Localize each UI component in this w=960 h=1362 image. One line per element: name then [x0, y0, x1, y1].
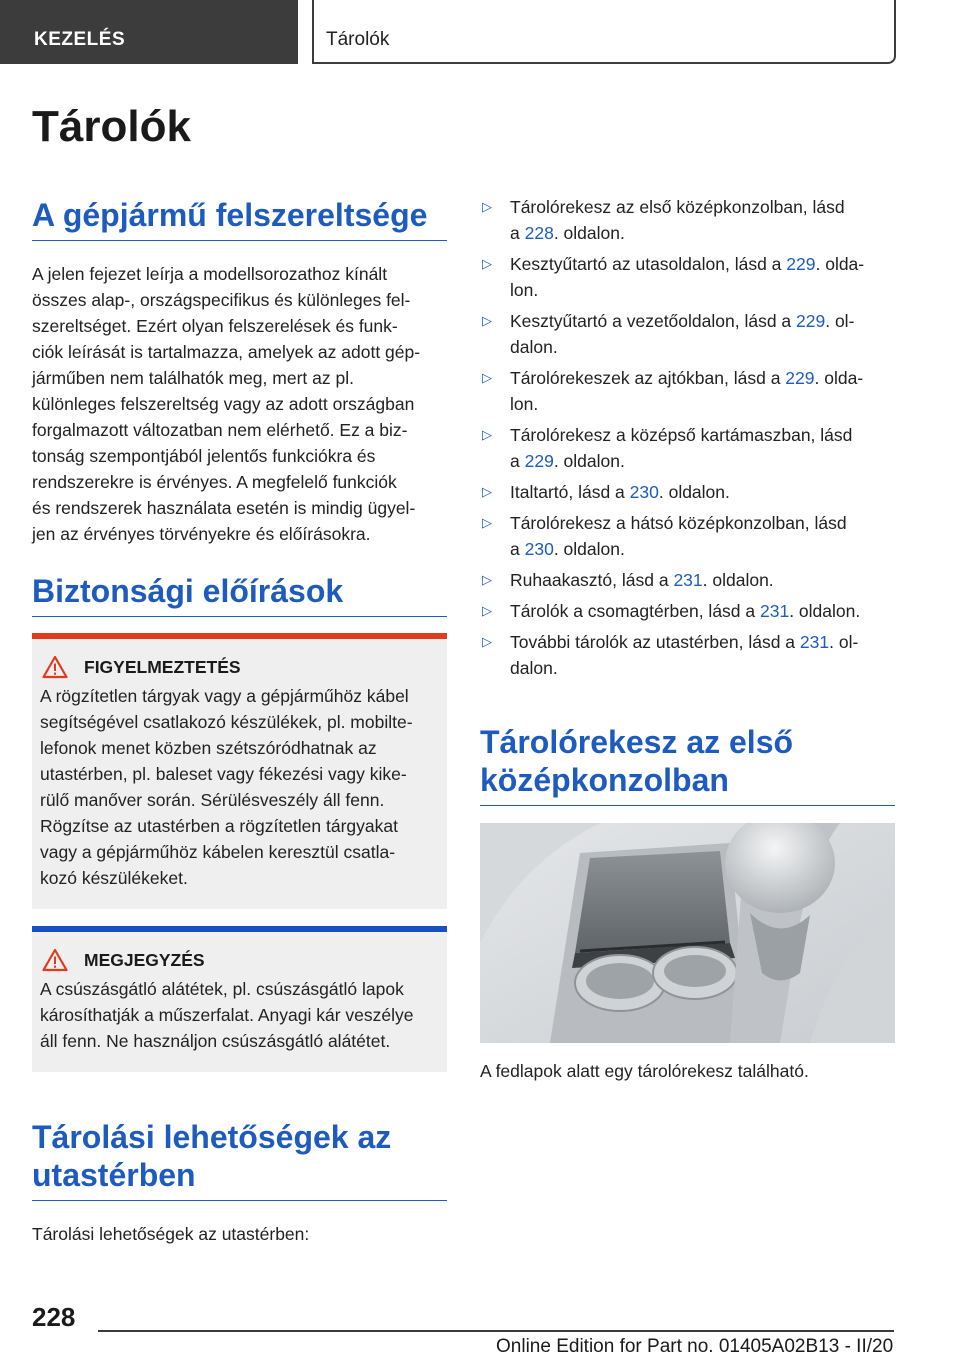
warning-triangle-icon — [42, 655, 68, 679]
item-text: Tárolók a csomagtérben, lásd a — [510, 601, 760, 621]
item-text: lon. — [510, 280, 539, 300]
item-text: lon. — [510, 394, 539, 414]
item-text: . oldalon. — [658, 482, 730, 502]
list-item — [480, 479, 895, 505]
console-illustration — [480, 823, 895, 1043]
text-line: rendszerekre is érvényes. A megfelelő funkciók — [32, 472, 397, 492]
item-text: További tárolók az utastérben, lásd a — [510, 632, 800, 652]
list-item — [480, 510, 895, 562]
triangle-bullet-icon: ▷ — [482, 427, 492, 442]
safety-section — [32, 572, 447, 617]
footer-divider — [98, 1330, 894, 1332]
text-line: lefonok menet közben szétszóródhatnak az — [40, 738, 377, 758]
text-line: kozó készülékeket. — [40, 868, 188, 888]
photo-caption: A fedlapok alatt egy tárolórekesz található. — [480, 1061, 809, 1081]
page-link[interactable]: 231 — [673, 570, 703, 590]
list-item — [480, 308, 895, 360]
item-text: . olda- — [814, 368, 864, 388]
triangle-bullet-icon: ▷ — [482, 634, 492, 649]
item-text: . ol- — [829, 632, 859, 652]
storage-options-intro: Tárolási lehetőségek az utastérben: — [32, 1224, 310, 1244]
item-text: . olda- — [815, 254, 865, 274]
triangle-bullet-icon: ▷ — [482, 603, 492, 618]
triangle-bullet-icon: ▷ — [482, 313, 492, 328]
triangle-bullet-icon: ▷ — [482, 256, 492, 271]
text-line: A csúszásgátló alátétek, pl. csúszásgátló lapok — [40, 979, 404, 999]
heading-line: Tárolórekesz az első — [480, 724, 794, 760]
item-text: Kesztyűtartó az utasoldalon, lásd a — [510, 254, 787, 274]
text-line: Rögzítse az utastérben a rögzítetlen tárgyakat — [40, 816, 398, 836]
header-chapter-tab — [312, 0, 896, 64]
list-item — [480, 629, 895, 681]
page-link[interactable]: 231 — [799, 632, 830, 652]
list-item — [480, 422, 895, 474]
note-title: MEGJEGYZÉS — [84, 949, 205, 970]
console-storage-photo — [480, 823, 895, 1043]
text-line: és rendszerek használata esetén is mindig ügyel- — [32, 498, 416, 518]
heading-line: középkonzolban — [480, 762, 729, 798]
edition-info: Online Edition for Part no. 01405A02B13 - II/20 — [496, 1336, 894, 1357]
item-text: a — [510, 223, 525, 243]
page-link[interactable]: 229 — [796, 311, 826, 331]
page-link[interactable]: 231 — [760, 601, 790, 621]
text-line: károsíthatják a műszerfalat. Anyagi kár veszélye — [40, 1005, 414, 1025]
header-section-label: KEZELÉS — [34, 29, 126, 50]
warning-text — [32, 679, 447, 909]
item-text: a — [510, 539, 525, 559]
text-line: vagy a gépjárműhöz kábelen keresztül csatla- — [40, 842, 396, 862]
item-text: Tárolórekesz az első középkonzolban, lásd — [510, 197, 845, 217]
note-header — [32, 932, 447, 972]
storage-list — [480, 194, 895, 681]
text-line: összes alap-, országspecifikus és különleges fel- — [32, 290, 411, 310]
item-text: Italtartó, lásd a — [510, 482, 630, 502]
warning-box — [32, 633, 447, 909]
heading-line: utastérben — [32, 1157, 196, 1193]
item-text: . oldalon. — [553, 539, 625, 559]
text-line: szereltséget. Ezért olyan felszerelések és funk- — [32, 316, 398, 336]
item-text: Ruhaakasztó, lásd a — [510, 570, 674, 590]
list-item — [480, 365, 895, 417]
front-console-heading — [480, 723, 895, 806]
item-text: Tárolórekesz a középső kartámaszban, lásd — [510, 425, 853, 445]
item-text: Tárolórekesz a hátsó középkonzolban, lásd — [510, 513, 847, 533]
warning-header — [32, 639, 447, 679]
text-line: utastérben, pl. baleset vagy fékezési vagy kike- — [40, 764, 407, 784]
equipment-paragraph — [32, 261, 447, 547]
page-title: Tárolók — [32, 102, 191, 151]
item-text: . oldalon. — [702, 570, 774, 590]
heading-line: Tárolási lehetőségek az — [32, 1119, 392, 1155]
page-link[interactable]: 229 — [786, 254, 816, 274]
front-console-section — [480, 723, 895, 806]
triangle-bullet-icon: ▷ — [482, 572, 492, 587]
triangle-bullet-icon: ▷ — [482, 199, 492, 214]
item-text: dalon. — [510, 658, 558, 678]
text-line: segítségével csatlakozó készülékek, pl. mobilte- — [40, 712, 413, 732]
warning-triangle-icon — [42, 948, 68, 972]
item-text: dalon. — [510, 337, 558, 357]
safety-heading: Biztonsági előírások — [32, 572, 447, 617]
text-line: A rögzítetlen tárgyak vagy a gépjárműhöz kábel — [40, 686, 409, 706]
list-item — [480, 194, 895, 246]
text-line: rülő manőver során. Sérülésveszély áll fenn. — [40, 790, 385, 810]
page-link[interactable]: 230 — [524, 539, 554, 559]
page-link[interactable]: 229 — [785, 368, 815, 388]
text-line: járműben nem találhatók meg, mert az pl. — [32, 368, 354, 388]
triangle-bullet-icon: ▷ — [482, 484, 492, 499]
item-text: . ol- — [825, 311, 855, 331]
text-line: jen az érvényes törvényekre és előírásokra. — [32, 524, 371, 544]
storage-list-section — [480, 194, 895, 686]
item-text: . oldalon. — [553, 223, 625, 243]
page-link[interactable]: 228 — [524, 223, 554, 243]
triangle-bullet-icon: ▷ — [482, 370, 492, 385]
page-link[interactable]: 230 — [629, 482, 659, 502]
item-text: . oldalon. — [789, 601, 861, 621]
text-line: forgalmazott változatban nem elérhető. Ez a biz- — [32, 420, 408, 440]
note-text — [32, 972, 447, 1072]
list-item — [480, 567, 895, 593]
text-line: áll fenn. Ne használjon csúszásgátló alátétet. — [40, 1031, 391, 1051]
storage-options-section — [32, 1118, 447, 1247]
text-line: ciók leírását is tartalmazza, amelyek az adott gép- — [32, 342, 421, 362]
triangle-bullet-icon: ▷ — [482, 515, 492, 530]
storage-options-heading — [32, 1118, 447, 1201]
item-text: Kesztyűtartó a vezetőoldalon, lásd a — [510, 311, 797, 331]
list-item — [480, 251, 895, 303]
header-section-tab — [0, 0, 298, 64]
text-line: tonság szempontjából jelentős funkciókra és — [32, 446, 376, 466]
item-text: a — [510, 451, 525, 471]
item-text: . oldalon. — [553, 451, 625, 471]
item-text: Tárolórekeszek az ajtókban, lásd a — [510, 368, 786, 388]
header-chapter-label: Tárolók — [326, 29, 390, 50]
equipment-section — [32, 196, 447, 547]
page-link[interactable]: 229 — [524, 451, 554, 471]
page-number: 228 — [32, 1302, 76, 1332]
equipment-heading: A gépjármű felszereltsége — [32, 196, 447, 241]
note-box — [32, 926, 447, 1072]
list-item — [480, 598, 895, 624]
text-line: különleges felszereltség vagy az adott országban — [32, 394, 415, 414]
warning-title: FIGYELMEZTETÉS — [84, 656, 241, 677]
text-line: A jelen fejezet leírja a modellsorozathoz kínált — [32, 264, 388, 284]
